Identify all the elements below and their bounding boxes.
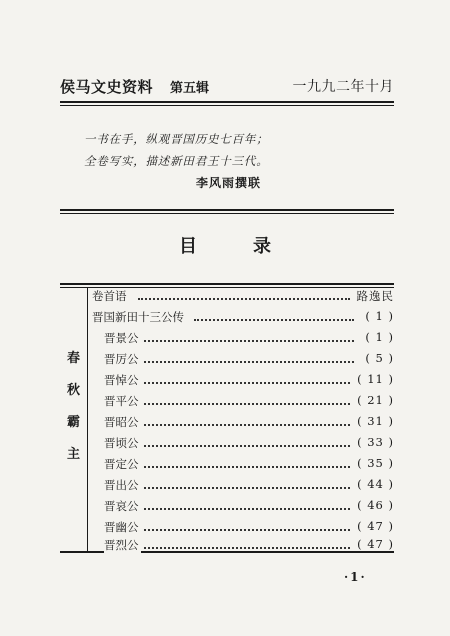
toc-entry[interactable] bbox=[60, 328, 394, 348]
leader-dots bbox=[144, 340, 354, 342]
toc-entry-title: 卷首语 bbox=[92, 289, 127, 303]
toc-entry[interactable] bbox=[60, 349, 394, 369]
publication-title: 侯马文史资料 bbox=[60, 78, 154, 96]
toc-entry[interactable] bbox=[60, 307, 394, 327]
leader-dots bbox=[144, 361, 354, 363]
toc-entry[interactable] bbox=[60, 475, 394, 495]
toc-entry[interactable] bbox=[60, 286, 394, 306]
toc-entry-page: ( 1 ) bbox=[365, 330, 394, 344]
toc-entry[interactable] bbox=[60, 517, 394, 537]
header-rule-thin bbox=[60, 105, 394, 106]
toc-entry-page: ( 11 ) bbox=[357, 372, 394, 386]
toc-entry[interactable] bbox=[60, 370, 394, 390]
toc-entry-page: 路逸民 bbox=[356, 289, 394, 303]
couplet-line-2: 全卷写实，描述新田君王十三代。 bbox=[84, 154, 269, 168]
toc-entry-page: ( 33 ) bbox=[357, 435, 394, 449]
section-rule bbox=[60, 209, 394, 211]
toc-entry[interactable] bbox=[60, 391, 394, 411]
toc-table bbox=[60, 283, 394, 554]
toc-title-char: 录 bbox=[253, 236, 271, 257]
issue-number: 第五辑 bbox=[170, 81, 210, 96]
header-rule bbox=[60, 101, 394, 103]
toc-entry-page: ( 21 ) bbox=[357, 393, 394, 407]
toc-entry-title: 晋国新田十三公传 bbox=[92, 310, 184, 324]
couplet-line-1: 一书在手，纵观晋国历史七百年； bbox=[84, 132, 269, 146]
toc-entry-title: 晋定公 bbox=[104, 457, 139, 471]
section-rule-thin bbox=[60, 213, 394, 214]
toc-top-rule bbox=[60, 283, 394, 285]
leader-dots bbox=[144, 466, 350, 468]
toc-entry-title: 晋厉公 bbox=[104, 352, 139, 366]
leader-dots bbox=[144, 445, 350, 447]
toc-entry-title: 晋景公 bbox=[104, 331, 139, 345]
leader-dots bbox=[144, 487, 350, 489]
toc-entry-title: 晋昭公 bbox=[104, 415, 139, 429]
leader-dots bbox=[144, 529, 350, 531]
toc-entry-title: 晋哀公 bbox=[104, 499, 139, 513]
toc-entry[interactable] bbox=[60, 433, 394, 453]
toc-entry-page: ( 47 ) bbox=[357, 537, 394, 551]
leader-dots bbox=[144, 382, 350, 384]
toc-entry[interactable] bbox=[60, 496, 394, 516]
toc-entry-page: ( 31 ) bbox=[357, 414, 394, 428]
toc-entry-title: 晋顷公 bbox=[104, 436, 139, 450]
toc-entry-page: ( 46 ) bbox=[357, 498, 394, 512]
leader-dots bbox=[144, 424, 350, 426]
leader-dots bbox=[144, 403, 350, 405]
toc-entry-title: 晋出公 bbox=[104, 478, 139, 492]
couplet-author: 李风雨撰联 bbox=[196, 176, 262, 190]
toc-entry-page: ( 47 ) bbox=[357, 519, 394, 533]
toc-title bbox=[0, 232, 450, 258]
toc-entry-page: ( 44 ) bbox=[357, 477, 394, 491]
leader-dots bbox=[144, 547, 350, 549]
section-label-char: 秋 bbox=[66, 383, 80, 398]
section-label-char: 霸 bbox=[66, 415, 80, 430]
page-number: ·1· bbox=[344, 570, 367, 584]
leader-dots bbox=[194, 319, 354, 321]
toc-entry-page: ( 35 ) bbox=[357, 456, 394, 470]
toc-entry-title: 晋幽公 bbox=[104, 520, 139, 534]
publication-date: 一九九二年十月 bbox=[292, 79, 394, 95]
toc-title-char: 目 bbox=[179, 236, 197, 257]
toc-entry-title: 晋悼公 bbox=[104, 373, 139, 387]
page-header bbox=[60, 76, 392, 100]
toc-entry[interactable] bbox=[60, 454, 394, 474]
toc-entry-title: 晋平公 bbox=[104, 394, 139, 408]
couplet bbox=[84, 128, 384, 190]
leader-dots bbox=[144, 508, 350, 510]
section-label-char: 春 bbox=[66, 351, 80, 366]
toc-entry-title: 晋烈公 bbox=[104, 538, 139, 552]
leader-dots bbox=[138, 298, 350, 300]
toc-entry[interactable] bbox=[60, 412, 394, 432]
toc-entry[interactable] bbox=[60, 535, 394, 555]
section-label-char: 主 bbox=[66, 447, 80, 462]
toc-entry-page: ( 1 ) bbox=[365, 309, 394, 323]
toc-entry-page: ( 5 ) bbox=[365, 351, 394, 365]
